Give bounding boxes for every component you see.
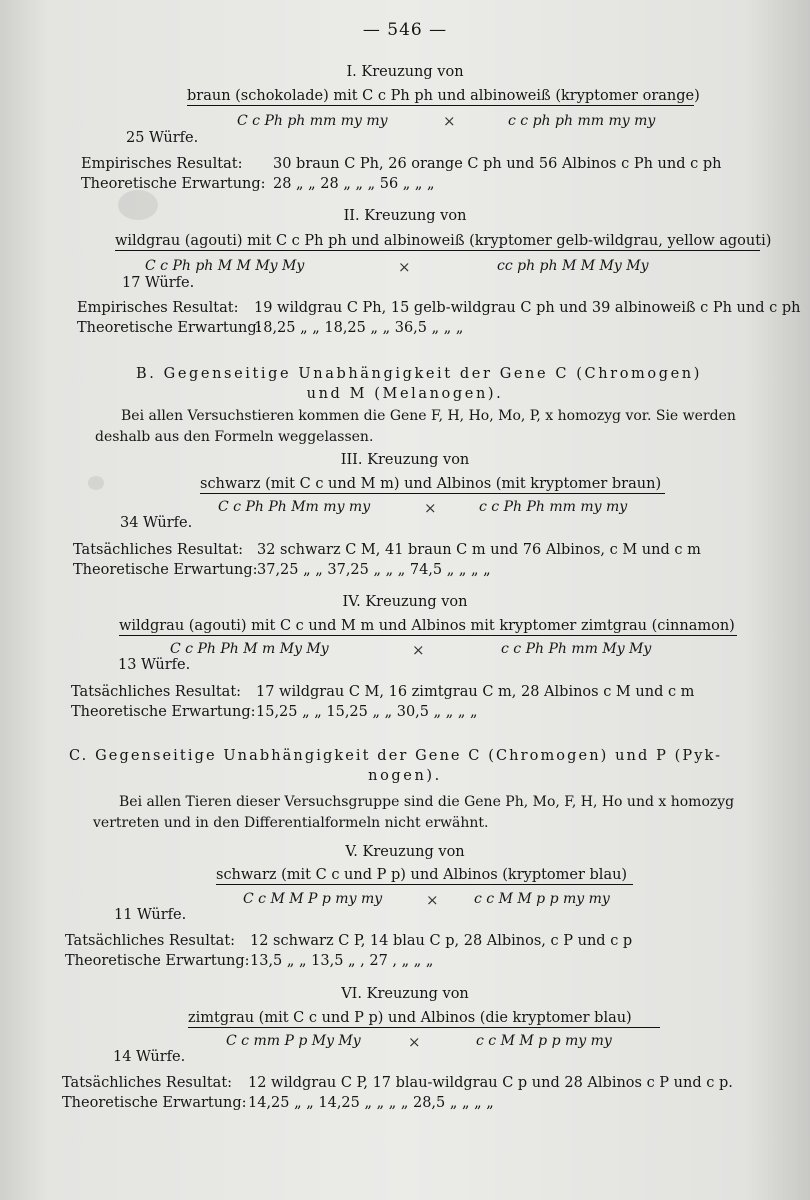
cross-3-result: 32 schwarz C M, 41 braun C m und 76 Albinos, c M und c m (257, 542, 701, 558)
cross-2-result-label: Empirisches Resultat: (77, 300, 239, 316)
cross-6-formula-left: C c mm P p My My (226, 1033, 361, 1049)
cross-3-formula-right: c c Ph Ph mm my my (479, 499, 628, 515)
section-c-title-continued: nogen). (368, 768, 442, 784)
cross-1-expectation-label: Theoretische Erwartung: (81, 176, 266, 192)
cross-6-result: 12 wildgrau C P, 17 blau-wildgrau C p und 28 Albinos c P und c p. (248, 1075, 733, 1091)
page-number: — 546 — (362, 20, 448, 40)
cross-3-times-sign: × (424, 499, 437, 517)
cross-4-formula-right: c c Ph Ph mm My My (501, 641, 652, 657)
cross-4-description: wildgrau (agouti) mit C c und M m und Albinos mit kryptomer zimtgrau (cinnamon) (119, 618, 737, 636)
section-c-paragraph: Bei allen Tieren dieser Versuchsgruppe sind die Gene Ph, Mo, F, H, Ho und x homozyg vertreten und in den Differentialformeln nicht erwähnt. (93, 794, 735, 831)
cross-1-times-sign: × (443, 112, 456, 130)
cross-4-result: 17 wildgrau C M, 16 zimtgrau C m, 28 Albinos c M und c m (256, 684, 695, 700)
cross-4-times-sign: × (412, 641, 425, 659)
cross-2-result: 19 wildgrau C Ph, 15 gelb-wildgrau C ph und 39 albinoweiß c Ph und c ph (254, 300, 801, 316)
cross-2-expectation-label: Theoretische Erwartung: (77, 320, 262, 336)
cross-5-description: schwarz (mit C c und P p) und Albinos (kryptomer blau) (216, 867, 633, 885)
cross-6-expectation-label: Theoretische Erwartung: (62, 1095, 247, 1111)
cross-2-heading: II. Kreuzung von (343, 208, 467, 224)
cross-6-expectation: 14,25 „ „ 14,25 „ „ „ „ 28,5 „ „ „ „ (248, 1095, 494, 1111)
cross-6-times-sign: × (408, 1033, 421, 1051)
cross-3-description: schwarz (mit C c und M m) und Albinos (mit kryptomer braun) (200, 476, 665, 494)
cross-5-result-label: Tatsächliches Resultat: (65, 933, 236, 949)
paper-stain (88, 476, 104, 490)
cross-2-formula-right: cc ph ph M M My My (497, 258, 649, 274)
cross-5-formula-right: c c M M p p my my (474, 891, 610, 907)
section-b-title: B. Gegenseitige Unabhängigkeit der Gene C (Chromogen) (136, 366, 702, 382)
section-c-title: C. Gegenseitige Unabhängigkeit der Gene C (Chromogen) und P (Pyk- (69, 748, 723, 764)
cross-5-litters: 11 Würfe. (114, 907, 187, 923)
section-b-paragraph: Bei allen Versuchstieren kommen die Gene F, H, Ho, Mo, P, x homozyg vor. Sie werden deshalb aus den Formeln weggelassen. (95, 408, 736, 445)
cross-2-formula-left: C c Ph ph M M My My (145, 258, 305, 274)
cross-4-result-label: Tatsächliches Resultat: (71, 684, 242, 700)
cross-3-formula-left: C c Ph Ph Mm my my (218, 499, 371, 515)
cross-2-times-sign: × (398, 258, 411, 276)
cross-6-description: zimtgrau (mit C c und P p) und Albinos (die kryptomer blau) (188, 1010, 660, 1028)
cross-4-expectation: 15,25 „ „ 15,25 „ „ 30,5 „ „ „ „ (256, 704, 478, 720)
cross-4-formula-left: C c Ph Ph M m My My (170, 641, 329, 657)
cross-3-result-label: Tatsächliches Resultat: (73, 542, 244, 558)
cross-5-formula-left: C c M M P p my my (243, 891, 383, 907)
cross-1-litters: 25 Würfe. (126, 130, 199, 146)
cross-6-formula-right: c c M M p p my my (476, 1033, 612, 1049)
cross-6-result-label: Tatsächliches Resultat: (62, 1075, 233, 1091)
cross-6-heading: VI. Kreuzung von (341, 986, 469, 1002)
section-b-title-continued: und M (Melanogen). (306, 386, 504, 402)
cross-1-result: 30 braun C Ph, 26 orange C ph und 56 Albinos c Ph und c ph (273, 156, 722, 172)
cross-2-expectation: 18,25 „ „ 18,25 „ „ 36,5 „ „ „ (254, 320, 464, 336)
cross-1-result-label: Empirisches Resultat: (81, 156, 243, 172)
cross-2-description: wildgrau (agouti) mit C c Ph ph und albinoweiß (kryptomer gelb-wildgrau, yellow agouti) (115, 233, 772, 249)
cross-5-result: 12 schwarz C P, 14 blau C p, 28 Albinos, c P und c p (250, 933, 633, 949)
cross-1-expectation: 28 „ „ 28 „ „ „ 56 „ „ „ (273, 176, 435, 192)
cross-3-litters: 34 Würfe. (120, 515, 193, 531)
cross-4-litters: 13 Würfe. (118, 657, 191, 673)
cross-1-heading: I. Kreuzung von (346, 64, 464, 80)
cross-4-expectation-label: Theoretische Erwartung: (71, 704, 256, 720)
cross-3-expectation: 37,25 „ „ 37,25 „ „ „ 74,5 „ „ „ „ (257, 562, 491, 578)
cross-1-description: braun (schokolade) mit C c Ph ph und albinoweiß (kryptomer orange) (187, 88, 700, 104)
cross-4-heading: IV. Kreuzung von (342, 594, 468, 610)
cross-6-litters: 14 Würfe. (113, 1049, 186, 1065)
cross-3-expectation-label: Theoretische Erwartung: (73, 562, 258, 578)
cross-1-formula-left: C c Ph ph mm my my (237, 113, 388, 129)
cross-5-times-sign: × (426, 891, 439, 909)
cross-5-expectation: 13,5 „ „ 13,5 „ , 27 , „ „ „ (250, 953, 434, 969)
cross-3-heading: III. Kreuzung von (340, 452, 470, 468)
cross-5-heading: V. Kreuzung von (345, 844, 465, 860)
cross-5-expectation-label: Theoretische Erwartung: (65, 953, 250, 969)
cross-1-formula-right: c c ph ph mm my my (508, 113, 656, 129)
cross-2-litters: 17 Würfe. (122, 275, 195, 291)
